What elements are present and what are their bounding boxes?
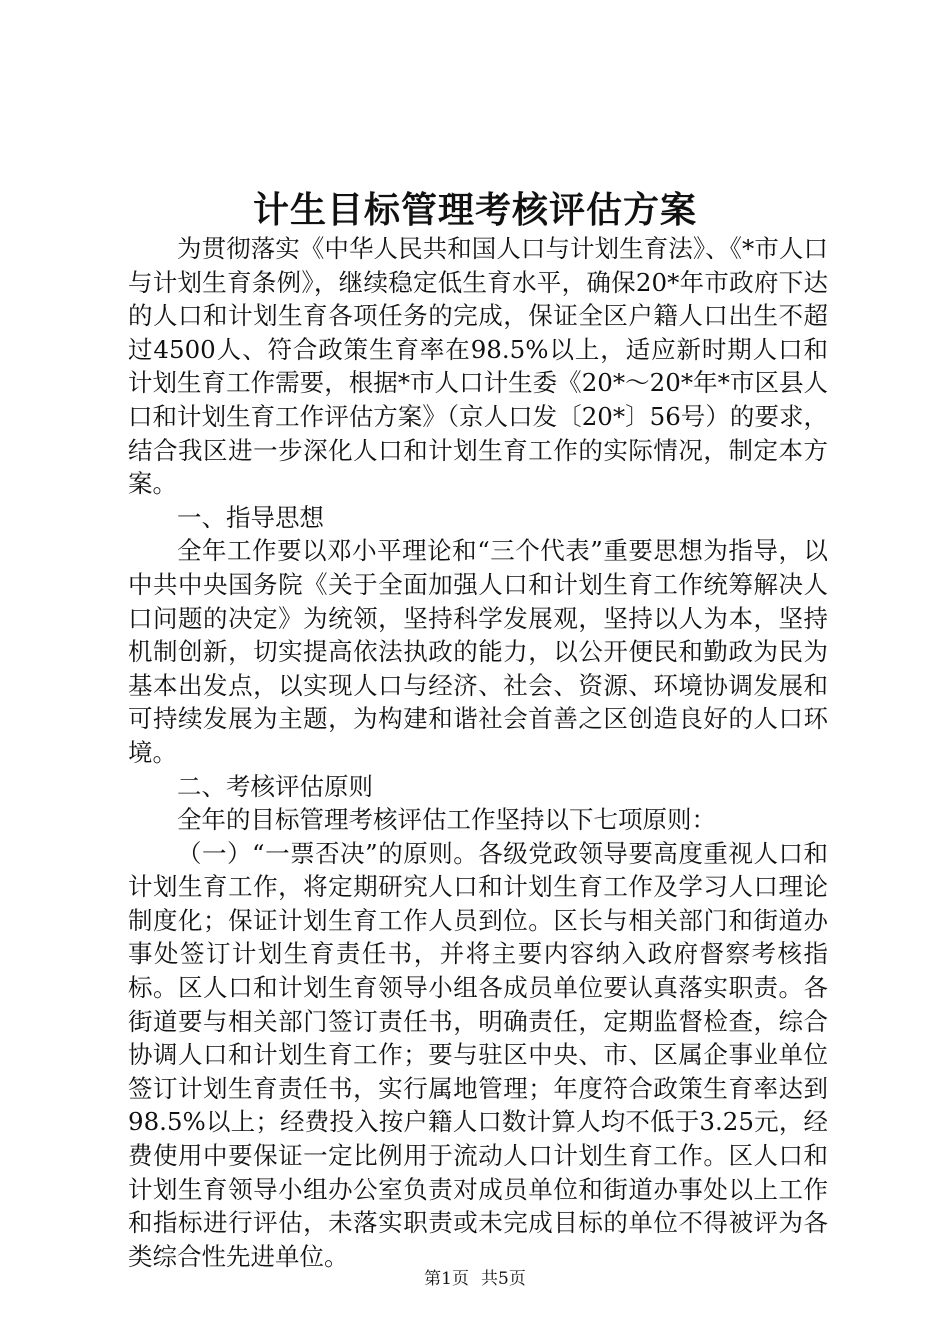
section-heading-guiding-ideology: 一、指导思想 bbox=[177, 502, 324, 532]
intro-paragraph: 为贯彻落实《中华人民共和国人口与计划生育法》、《*市人口与计划生育条例》，继续稳定低生育水平，确保20*年市政府下达的人口和计划生育各项任务的完成，保证全区户籍人口出生不超过4500人、符合政策生育率在98.5%以上，适应新时期人口和计划生育工作需要，根据*市人口计生委《20*～20*年*市区县人口和计划生育工作评估方案》（京人口发〔20*〕56号）的要求，结合我区进一步深化人口和计划生育工作的实际情况，制定本方案。 bbox=[128, 234, 828, 499]
document-body bbox=[128, 232, 828, 1273]
page-footer bbox=[0, 1268, 950, 1290]
principle-one-paragraph: （一）“一票否决”的原则。各级党政领导要高度重视人口和计划生育工作，将定期研究人口和计划生育工作及学习人口理论制度化；保证计划生育工作人员到位。区长与相关部门和街道办事处签订计划生育责任书，并将主要内容纳入政府督察考核指标。区人口和计划生育领导小组各成员单位要认真落实职责。各街道要与相关部门签订责任书，明确责任，定期监督检查，综合协调人口和计划生育工作；要与驻区中央、市、区属企事业单位签订计划生育责任书，实行属地管理；年度符合政策生育率达到98.5%以上；经费投入按户籍人口数计算人均不低于3.25元，经费使用中要保证一定比例用于流动人口计划生育工作。区人口和计划生育领导小组办公室负责对成员单位和街道办事处以上工作和指标进行评估，未落实职责或未完成目标的单位不得被评为各类综合性先进单位。 bbox=[128, 838, 828, 1271]
guiding-ideology-paragraph: 全年工作要以邓小平理论和“三个代表”重要思想为指导，以中共中央国务院《关于全面加强人口和计划生育工作统筹解决人口问题的决定》为统领，坚持科学发展观，坚持以人为本，坚持机制创新，切实提高依法执政的能力，以公开便民和勤政为民为基本出发点，以实现人口与经济、社会、资源、环境协调发展和可持续发展为主题，为构建和谐社会首善之区创造良好的人口环境。 bbox=[128, 536, 828, 767]
section-heading-assessment-principles: 二、考核评估原则 bbox=[177, 771, 373, 801]
principles-intro-paragraph: 全年的目标管理考核评估工作坚持以下七项原则： bbox=[177, 805, 716, 835]
page-number: 第1页 bbox=[424, 1269, 469, 1289]
page-total: 共5页 bbox=[481, 1269, 526, 1289]
document-title: 计生目标管理考核评估方案 bbox=[252, 189, 697, 231]
